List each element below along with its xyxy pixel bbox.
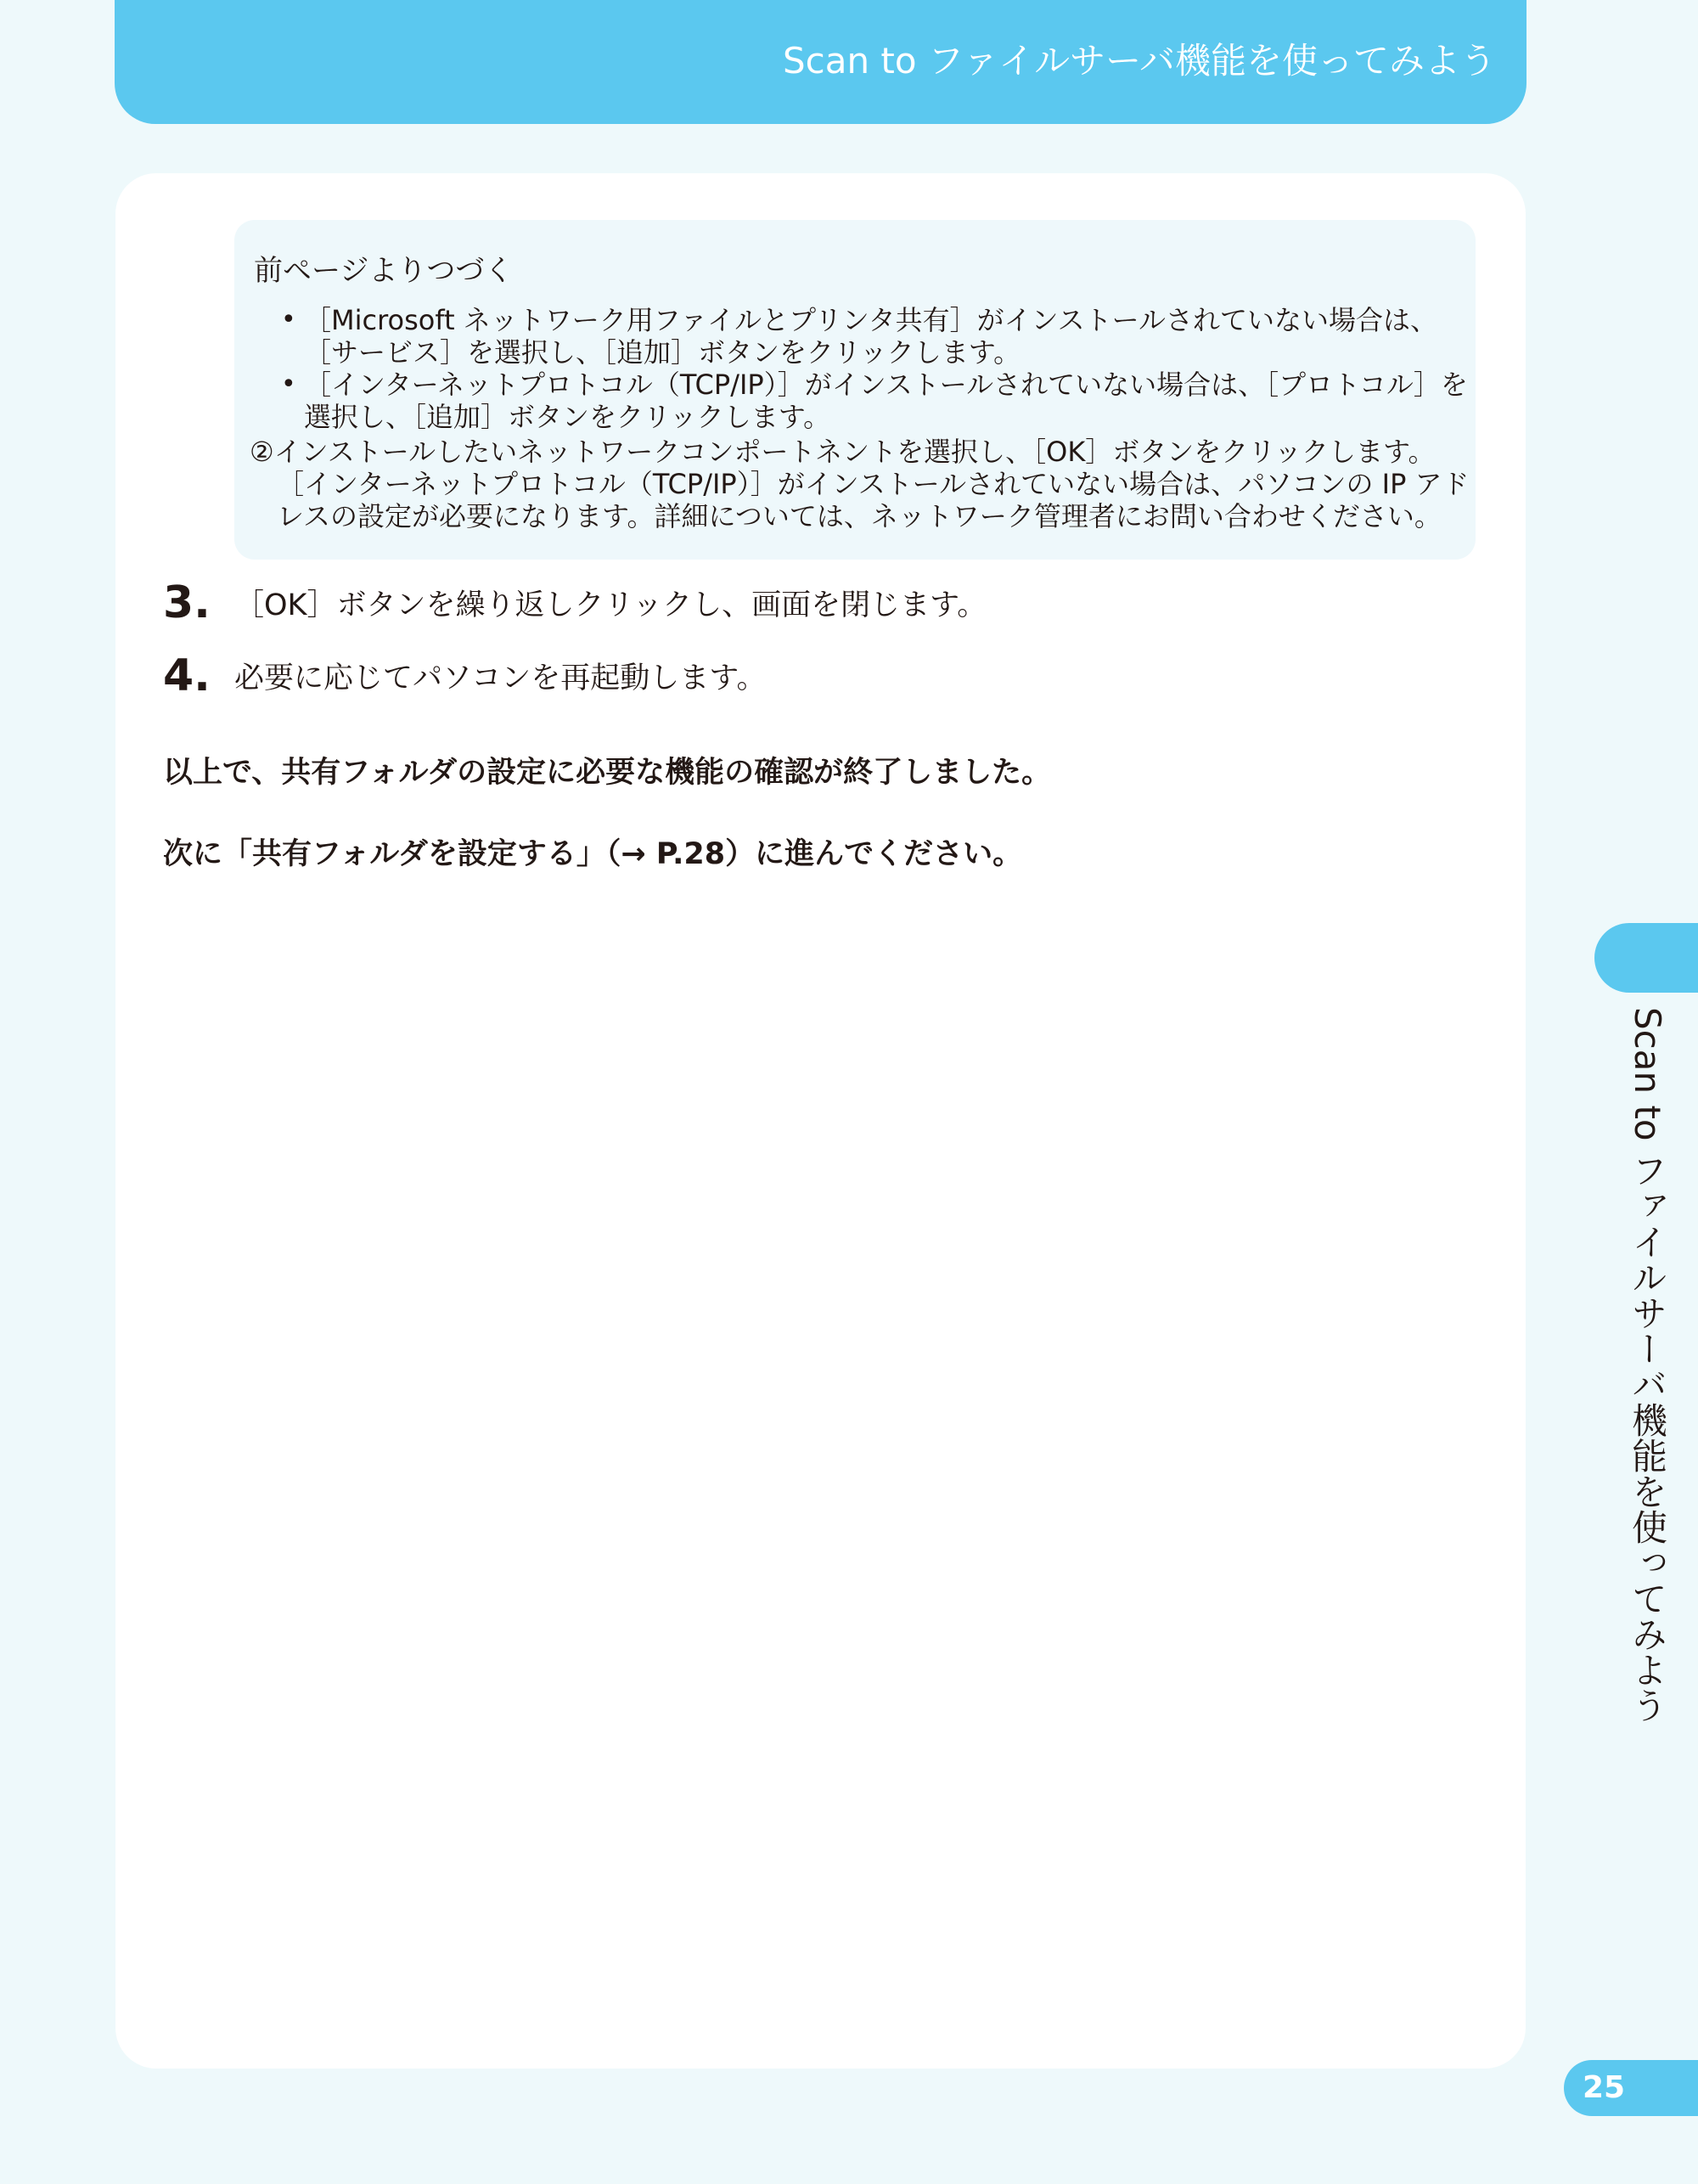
continued-note-box [234, 220, 1476, 560]
step-text: 必要に応じてパソコンを再起動します。 [234, 661, 767, 695]
note-line: ［インターネットプロトコル（TCP/IP）］がインストールされていない場合は、パソコンの IP アド [277, 468, 1470, 500]
note-line: ［インターネットプロトコル（TCP/IP）］がインストールされていない場合は、［プロトコル］を [304, 369, 1468, 401]
page-number: 25 [1583, 2070, 1626, 2105]
side-tab [1594, 923, 1698, 993]
header-title: Scan to ファイルサーバ機能を使ってみよう [782, 40, 1496, 82]
side-tab-label: Scan to ファイルサーバ機能を使ってみよう [1627, 1007, 1668, 1723]
step-number: 4. [163, 650, 211, 701]
completion-message: 以上で、共有フォルダの設定に必要な機能の確認が終了しました。 [163, 756, 1052, 790]
bullet-icon: • [281, 369, 296, 399]
note-heading: 前ページよりつづく [254, 254, 514, 288]
page-number-badge [1564, 2060, 1698, 2116]
next-step-message: 次に「共有フォルダを設定する」（→ P.28）に進んでください。 [163, 837, 1023, 871]
note-line: ②インストールしたいネットワークコンポートネントを選択し、［OK］ボタンをクリックします。 [250, 436, 1436, 468]
bullet-icon: • [281, 305, 296, 335]
content-card [115, 173, 1526, 2069]
note-line: レスの設定が必要になります。詳細については、ネットワーク管理者にお問い合わせください。 [277, 500, 1442, 532]
step-number: 3. [163, 577, 211, 628]
note-line: ［サービス］を選択し、［追加］ボタンをクリックします。 [304, 336, 1021, 369]
header-bar [115, 0, 1527, 124]
step-text: ［OK］ボタンを繰り返しクリックし、画面を閉じます。 [234, 588, 987, 622]
note-line: ［Microsoft ネットワーク用ファイルとプリンタ共有］がインストールされていない場合は、 [304, 304, 1437, 336]
note-line: 選択し、［追加］ボタンをクリックします。 [304, 401, 831, 433]
